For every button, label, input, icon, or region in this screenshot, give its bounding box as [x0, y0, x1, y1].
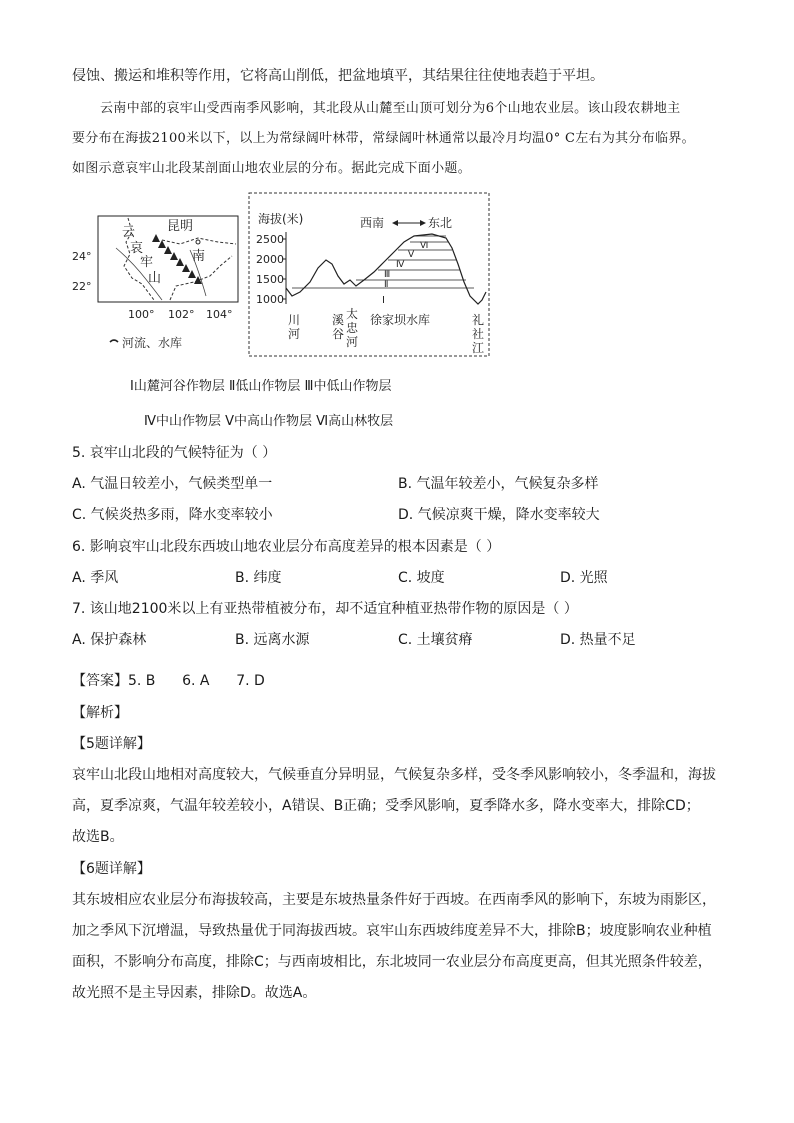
place-taizhonghe-1: 太 — [346, 307, 359, 321]
profile-figure — [248, 192, 490, 358]
q7-option-a[interactable]: A. 保护森林 — [72, 632, 147, 648]
q6-detail-line-4: 故光照不是主导因素，排除D。故选A。 — [72, 985, 317, 1001]
q5-detail-line-3: 故选B。 — [72, 829, 124, 845]
analysis-tag: 【解析】 — [72, 705, 128, 721]
layer-lines — [292, 236, 474, 288]
place-chuanhe-2: 河 — [288, 327, 301, 341]
q5-option-d[interactable]: D. 气候凉爽干燥，降水变率较大 — [398, 507, 600, 523]
q5-option-b[interactable]: B. 气温年较差小，气候复杂多样 — [398, 476, 599, 492]
direction-left: 西南 — [360, 216, 385, 230]
location-map — [70, 208, 248, 358]
place-lishejiang-1: 礼 — [472, 313, 485, 327]
map-label-kunming: 昆明 — [167, 219, 194, 234]
question-7-stem: 7. 该山地2100米以上有亚热带植被分布，却不适宜种植亚热带作物的原因是（ ） — [72, 601, 578, 617]
place-xigu-1: 溪 — [332, 313, 345, 327]
layer-label-3: Ⅲ — [384, 270, 391, 280]
river-legend-icon — [110, 340, 118, 342]
y-tick-2500: 2500 — [256, 233, 284, 246]
q7-option-d[interactable]: D. 热量不足 — [560, 632, 636, 648]
y-tick-2000: 2000 — [256, 253, 284, 266]
q5-detail-tag: 【5题详解】 — [72, 736, 151, 752]
map-label-lao: 牢 — [140, 255, 154, 270]
arrow-right-icon — [420, 220, 426, 226]
passage-line-3: 如图示意哀牢山北段某剖面山地农业层的分布。据此完成下面小题。 — [72, 161, 472, 176]
intro-tail-text: 侵蚀、搬运和堆积等作用，它将高山削低，把盆地填平，其结果往往使地表趋于平坦。 — [72, 68, 604, 84]
layer-label-4: Ⅳ — [396, 260, 405, 270]
lon-tick-100: 100° — [128, 308, 155, 321]
place-chuanhe-1: 川 — [288, 313, 301, 327]
q6-detail-tag: 【6题详解】 — [72, 861, 151, 877]
q6-option-a[interactable]: A. 季风 — [72, 570, 119, 586]
q6-option-d[interactable]: D. 光照 — [560, 570, 608, 586]
y-tick-1000: 1000 — [256, 293, 284, 306]
passage-line-1: 云南中部的哀牢山受西南季风影响，其北段从山麓至山顶可划分为6个山地农业层。该山段农耕地主 — [100, 101, 681, 116]
y-tick-1500: 1500 — [256, 273, 284, 286]
question-6-stem: 6. 影响哀牢山北段东西坡山地农业层分布高度差异的根本因素是（ ） — [72, 539, 501, 555]
layer-label-6: Ⅵ — [420, 241, 429, 251]
layer-label-5: Ⅴ — [408, 250, 415, 260]
layer-label-2: Ⅱ — [384, 280, 389, 290]
q5-detail-line-2: 高，夏季凉爽，气温年较差较小，A错误、B正确；受季风影响，夏季降水多，降水变率大，排除CD； — [72, 798, 700, 814]
layer-legend-row-2: Ⅳ中山作物层 Ⅴ中高山作物层 Ⅵ高山林牧层 — [144, 414, 394, 429]
kunming-marker — [196, 240, 200, 244]
q6-option-b[interactable]: B. 纬度 — [235, 570, 282, 586]
passage-line-2: 要分布在海拔2100米以下，以上为常绿阔叶林带，常绿阔叶林通常以最冷月均温0° C左右为其分布临界。 — [72, 131, 695, 146]
place-lishejiang-2: 社 — [472, 327, 485, 341]
q6-detail-line-1: 其东坡相应农业层分布海拔较高，主要是东坡热量条件好于西坡。在西南季风的影响下，东坡为雨影区， — [72, 892, 716, 908]
lat-tick-22: 22° — [72, 280, 92, 293]
question-5-stem: 5. 哀牢山北段的气候特征为（ ） — [72, 445, 277, 461]
map-label-ai: 哀 — [130, 241, 144, 256]
answer-tag: 【答案】 — [72, 673, 128, 689]
terrain-profile — [286, 234, 486, 304]
direction-right: 东北 — [428, 216, 453, 230]
place-xujiaba: 徐家坝水库 — [370, 313, 431, 327]
province-boundary-2 — [162, 238, 236, 244]
place-xigu-2: 谷 — [332, 327, 345, 341]
q5-detail-line-1: 哀牢山北段山地相对高度较大，气候垂直分异明显，气候复杂多样，受冬季风影响较小，冬季温和，海拔 — [72, 767, 716, 783]
profile-ylabel: 海拔(米) — [258, 212, 304, 226]
map-label-nan: 南 — [192, 249, 206, 264]
answer-row — [72, 671, 265, 691]
place-taizhonghe-3: 河 — [346, 335, 359, 349]
lat-tick-24: 24° — [72, 250, 92, 263]
place-taizhonghe-2: 忠 — [346, 321, 359, 335]
q5-option-c[interactable]: C. 气候炎热多雨，降水变率较小 — [72, 507, 273, 523]
layer-legend-row-1: Ⅰ山麓河谷作物层 Ⅱ低山作物层 Ⅲ中低山作物层 — [130, 379, 392, 394]
arrow-left-icon — [392, 220, 398, 226]
q6-detail-line-3: 面积，不影响分布高度，排除C；与西南坡相比，东北坡同一农业层分布高度更高，但其光照条件较差， — [72, 954, 712, 970]
map-label-shan: 山 — [148, 271, 162, 286]
lon-tick-102: 102° — [168, 308, 195, 321]
answer-text: 5. B 6. A 7. D — [128, 673, 265, 689]
map-legend-text: 河流、水库 — [122, 336, 183, 350]
place-lishejiang-3: 江 — [472, 341, 485, 355]
lon-tick-104: 104° — [206, 308, 233, 321]
q7-option-b[interactable]: B. 远离水源 — [235, 632, 310, 648]
q7-option-c[interactable]: C. 土壤贫瘠 — [398, 632, 473, 648]
map-label-yun: 云 — [122, 225, 136, 240]
layer-label-1: Ⅰ — [382, 295, 385, 306]
q5-option-a[interactable]: A. 气温日较差小，气候类型单一 — [72, 476, 273, 492]
q6-detail-line-2: 加之季风下沉增温，导致热量优于同海拔西坡。哀牢山东西坡纬度差异不大，排除B；坡度影响农业种植 — [72, 923, 712, 939]
q6-option-c[interactable]: C. 坡度 — [398, 570, 445, 586]
